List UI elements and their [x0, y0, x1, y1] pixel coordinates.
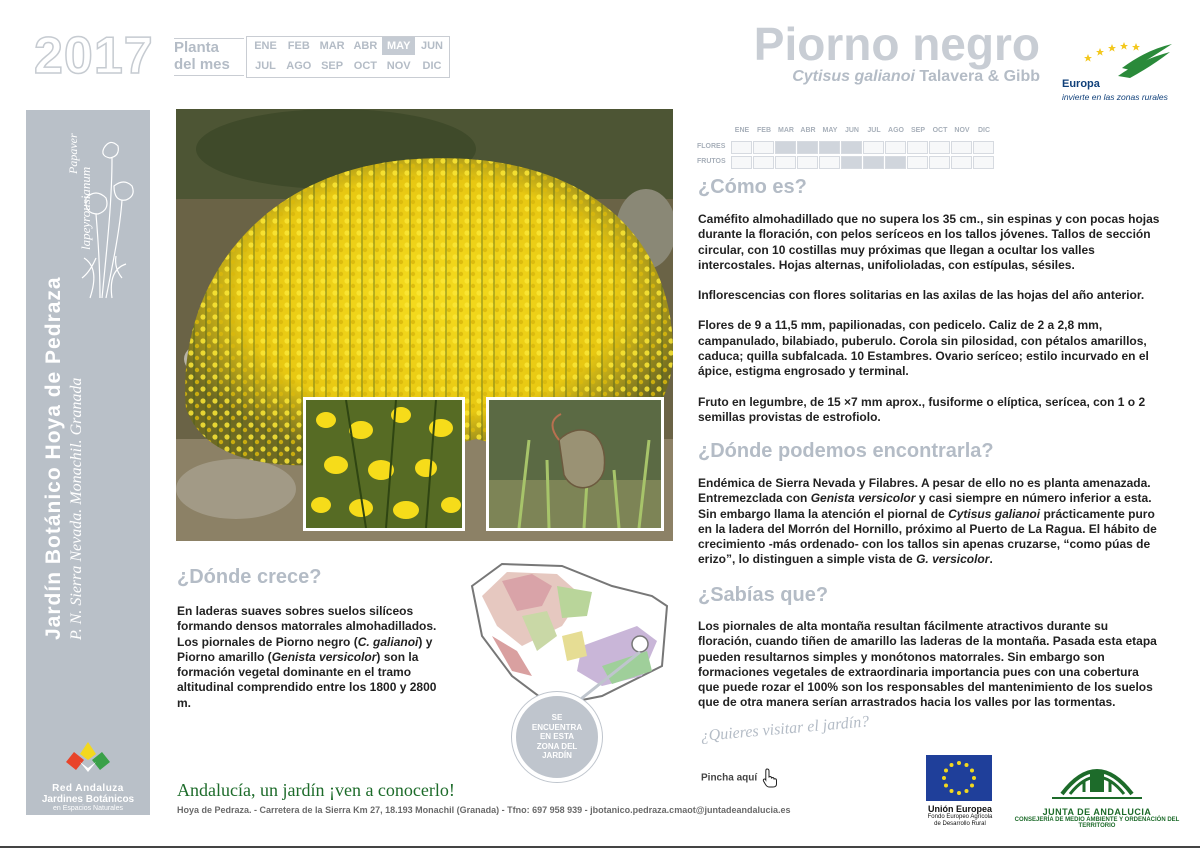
- month-may: MAY: [382, 37, 415, 55]
- phenology-cell: [973, 141, 994, 154]
- phenology-cell: [775, 141, 796, 154]
- planta-label: Planta: [174, 39, 220, 56]
- month-feb: FEB: [287, 40, 310, 52]
- fruit-closeup-thumbnail: [486, 397, 664, 531]
- phenology-month-oct: OCT: [932, 127, 948, 134]
- phenology-month-mar: MAR: [778, 127, 794, 134]
- red-andaluza-logo: [30, 740, 146, 812]
- hand-pointer-icon: [762, 768, 778, 788]
- pincha-aqui-link[interactable]: [701, 768, 778, 788]
- garden-map-image: [462, 556, 672, 716]
- eu-star: [965, 763, 969, 767]
- side-band: [26, 110, 150, 815]
- contact-address: Hoya de Pedraza. - Carretera de la Sierra Km 27, 18.193 Monachil (Granada) - Tfno: 697 958 939 - jbotanico.pedraza.cmaot@juntadeandalucia.es: [177, 805, 791, 815]
- month-dic: DIC: [422, 60, 442, 72]
- network-line2: Jardines Botánicos: [41, 794, 135, 805]
- eu-star: [944, 784, 948, 788]
- eu-star: [970, 784, 974, 788]
- phenology-cell: [885, 156, 906, 169]
- phenology-month-jul: JUL: [867, 127, 881, 134]
- flowers-closeup-image: [306, 400, 462, 528]
- map-location-badge: [512, 692, 602, 782]
- ue-title: Unión Europea: [927, 804, 992, 814]
- phenology-month-abr: ABR: [800, 127, 816, 134]
- phenology-cell: [731, 141, 752, 154]
- phenology-cell: [973, 156, 994, 169]
- phenology-cell: [929, 141, 950, 154]
- text-run: y casi siempre en número inferior a esta. Sin embargo llama la atención el piornal de: [698, 491, 1152, 521]
- eu-star: [972, 776, 976, 780]
- flowers-closeup-thumbnail: [303, 397, 465, 531]
- page-title: Piorno negro: [753, 18, 1040, 70]
- ue-subtitle-1: Fondo Europeo Agrícola: [927, 814, 993, 820]
- month-mar: MAR: [319, 40, 345, 52]
- network-line1: Red Andaluza: [52, 783, 124, 794]
- year: 2017: [34, 27, 154, 85]
- heading-como-es: ¿Cómo es?: [698, 176, 807, 198]
- como-es-paragraph-1: Caméfito almohadillado que no supera los 35 cm., sin espinas y con pocas hojas durante la floración, con pelos seríceos en los tallos jóvenes. Tallos de sección circular, con 10 costillas muy próximas que llegan a ocultar los valles intercostales. Hojas alternas, unifolioladas, con estípulas, sésiles.: [698, 212, 1160, 272]
- text-run: prácticamente puro en la ladera del Morrón del Hornillo, próximo al Puerto de La Ragua. El hábito de crecimiento -más ordenado- con los tallos sin apenas cruzarse, “como púas de erizo”, lo distinguen a simple vista de: [698, 506, 1157, 567]
- text-run: Endémica de Sierra Nevada y Filabres. A pesar de ello no es planta amenazada. Entremezclada con: [698, 476, 1151, 506]
- month-oct: OCT: [353, 60, 377, 72]
- badge-line: ENCUENTRA: [531, 722, 583, 732]
- sketch-label-genus: Papaver: [66, 133, 80, 174]
- text-run: ) son la formación vegetal dominante en el tramo altitudinal comprendido entre los 1800 y 2800 m.: [177, 649, 437, 710]
- month-ago: AGO: [286, 60, 312, 72]
- phenology-cell: [797, 141, 818, 154]
- badge-line: ZONA DEL: [536, 741, 578, 751]
- phenology-cell: [819, 156, 840, 169]
- eu-star: [950, 789, 954, 793]
- union-europea-logo: [924, 755, 996, 828]
- phenology-month-jun: JUN: [844, 127, 859, 134]
- como-es-text: [698, 212, 1160, 440]
- scientific-name: [700, 68, 1040, 86]
- month-nov: NOV: [386, 60, 411, 72]
- scientific-author: Talavera & Gibb: [914, 68, 1040, 85]
- scientific-genus-species: Cytisus galianoi: [792, 68, 915, 85]
- red-andaluza-flower-icon: [30, 740, 146, 778]
- network-line3: en Espacios Naturales: [52, 805, 124, 812]
- eu-star: [950, 763, 954, 767]
- phenology-month-may: MAY: [822, 127, 838, 134]
- visit-garden-prompt: ¿Quieres visitar el jardín?: [700, 713, 870, 745]
- phenology-cell: [863, 141, 884, 154]
- text-run: En laderas suaves sobres suelos silíceos formando densos matorrales almohadillados. Los piornales de Piorno negro (: [177, 604, 437, 649]
- month-jun: JUN: [420, 40, 443, 52]
- como-es-paragraph-3: Flores de 9 a 11,5 mm, papilionadas, con pedicelo. Caliz de 2 a 2,8 mm, campanulado, bilabiado, puberulo. Corola sin pilosidad, con pétalos amarillos, caduca; quilla subfalcada. 10 Estambres. Ovario seríceo; estilo incurvado en el ápice, estigma engrosado y terminal.: [698, 318, 1149, 379]
- sabias-que-text: Los piornales de alta montaña resultan fácilmente atractivos durante su floración, cuando tiñen de amarillo las laderas de la montaña. Pasada esta etapa pueden resultarnos simples y monótonos matorrales. Sin embargo son formaciones vegetales de extraordinaria importancia pues con una cobertura que puede rozar el 100% son los responsables del mantenimiento de los suelos que de otra manera serían arrastrados hacia los valles por las tormentas.: [698, 619, 1157, 710]
- eu-stars-icon: [926, 755, 992, 801]
- heading-sabias-que: ¿Sabías que?: [698, 584, 829, 606]
- text-run: .: [989, 552, 993, 567]
- phenology-cell: [951, 156, 972, 169]
- phenology-month-nov: NOV: [954, 127, 970, 134]
- europa-logo: [1060, 40, 1180, 102]
- italic-species: Genista versicolor: [810, 491, 916, 506]
- phenology-cell: [753, 156, 774, 169]
- italic-species: G. versicolor: [916, 552, 990, 567]
- planta-del-mes-label: [174, 38, 244, 76]
- phenology-month-dic: DIC: [977, 127, 991, 134]
- text-run: ) y Piorno amarillo (: [177, 634, 433, 664]
- phenology-cell: [951, 141, 972, 154]
- garden-name-vertical: [42, 230, 86, 640]
- bottom-divider: [0, 846, 1200, 848]
- phenology-cell: [885, 141, 906, 154]
- phenology-cell: [841, 141, 862, 154]
- pincha-aqui-label: Pincha aquí: [701, 772, 758, 784]
- phenology-month-ago: AGO: [888, 127, 904, 134]
- badge-line: EN ESTA: [539, 732, 575, 741]
- eu-star: [942, 776, 946, 780]
- del-mes-label: del mes: [174, 56, 230, 73]
- eu-star: [970, 769, 974, 773]
- eu-star: [957, 791, 961, 795]
- ue-subtitle-2: de Desarrollo Rural: [934, 821, 986, 827]
- eu-star: [965, 789, 969, 793]
- junta-title: JUNTA DE ANDALUCIA: [1042, 807, 1152, 817]
- month-sep: SEP: [321, 60, 344, 72]
- italic-species: C. galianoi: [357, 634, 419, 649]
- month-abr: ABR: [353, 40, 378, 52]
- phenology-cell: [907, 141, 928, 154]
- garden-location: P. N. Sierra Nevada. Monachil. Granada: [68, 377, 85, 640]
- month-grid: [246, 36, 450, 78]
- phenology-cell: [929, 156, 950, 169]
- eu-star: [944, 769, 948, 773]
- phenology-cell: [863, 156, 884, 169]
- phenology-cell: [819, 141, 840, 154]
- italic-species: Cytisus galianoi: [948, 506, 1041, 521]
- eu-flag-icon: [926, 755, 992, 801]
- sketch-label-species: lapeyrousianum: [78, 166, 93, 250]
- phenology-cell: [731, 156, 752, 169]
- slogan: Andalucía, un jardín ¡ven a conocerlo!: [177, 780, 455, 800]
- map-badge-text: [516, 713, 598, 761]
- fruit-closeup-image: [489, 400, 661, 528]
- phenology-row-label: FRUTOS: [697, 158, 726, 165]
- europa-title: Europa: [1062, 78, 1100, 90]
- month-jul: JUL: [255, 60, 276, 72]
- eu-star: [957, 761, 961, 765]
- donde-crece-text: [177, 604, 449, 711]
- badge-line: JARDÍN: [542, 751, 572, 760]
- junta-andalucia-emblem-icon: [1012, 754, 1182, 800]
- phenology-month-sep: SEP: [910, 127, 925, 134]
- como-es-paragraph-4: Fruto en legumbre, de 15 ×7 mm aprox., fusiforme o elíptica, serícea, con 1 o 2 semillas provistas de estrofiolo.: [698, 394, 1146, 424]
- donde-encontrarla-text: [698, 476, 1160, 568]
- junta-subtitle: CONSEJERÍA DE MEDIO AMBIENTE Y ORDENACIÓN DEL TERRITORIO: [1014, 817, 1180, 829]
- phenology-month-feb: FEB: [757, 127, 771, 134]
- garden-name: Jardín Botánico Hoya de Pedraza: [42, 276, 65, 640]
- phenology-cell: [907, 156, 928, 169]
- phenology-cell: [797, 156, 818, 169]
- europa-subtitle: invierte en las zonas rurales: [1062, 92, 1168, 102]
- europa-stars-icon: [1060, 40, 1180, 80]
- heading-donde-encontrarla: ¿Dónde podemos encontrarla?: [698, 440, 994, 462]
- badge-line: SE: [551, 713, 563, 722]
- phenology-cell: [753, 141, 774, 154]
- italic-species: Genista versicolor: [271, 649, 377, 664]
- phenology-cell: [841, 156, 862, 169]
- phenology-month-ene: ENE: [734, 127, 750, 134]
- como-es-paragraph-2: Inflorescencias con flores solitarias en las axilas de las hojas del año anterior.: [698, 288, 1145, 303]
- phenology-cell: [775, 156, 796, 169]
- phenology-row-label: FLORES: [697, 143, 726, 150]
- junta-andalucia-logo: [1012, 754, 1182, 829]
- phenology-table: [697, 124, 1005, 172]
- main-plant-photo: [176, 109, 673, 541]
- month-ene: ENE: [254, 40, 277, 52]
- heading-donde-crece: ¿Dónde crece?: [177, 566, 322, 588]
